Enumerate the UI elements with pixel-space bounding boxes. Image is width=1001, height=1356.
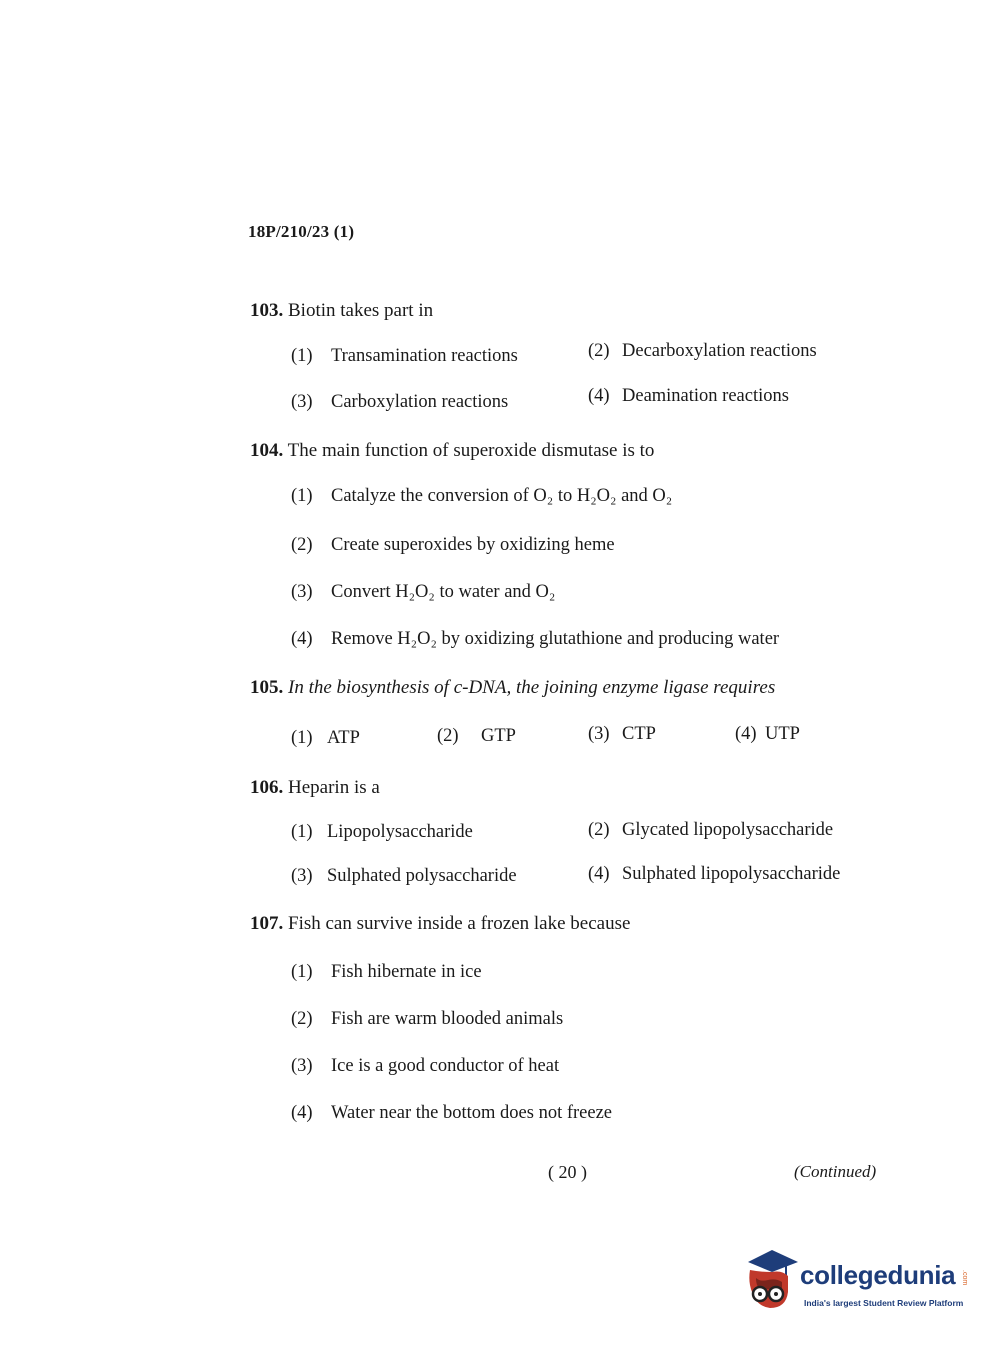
question-107 — [250, 913, 630, 935]
collegedunia-watermark — [742, 1248, 972, 1320]
question-number: 106. — [250, 777, 284, 798]
option-106-4: (4) Sulphated lipopolysaccharide — [588, 864, 841, 884]
option-107-1: (1) Fish hibernate in ice — [291, 962, 482, 982]
question-105 — [250, 677, 775, 699]
option-103-3: (3) Carboxylation reactions — [291, 392, 509, 412]
continued-label: (Continued) — [794, 1162, 877, 1181]
option-107-2: (2) Fish are warm blooded animals — [291, 1009, 564, 1029]
brand-name: collegedunia — [800, 1260, 956, 1290]
question-104 — [250, 440, 654, 462]
question-number: 107. — [250, 913, 284, 934]
question-106 — [250, 777, 380, 799]
option-103-2: (2) Decarboxylation reactions — [588, 341, 817, 361]
option-105-1: (1) ATP — [291, 728, 360, 748]
question-text: Heparin is a — [288, 777, 380, 798]
question-text: The main function of superoxide dismutase is to — [287, 440, 655, 461]
option-105-4: (4) UTP — [735, 724, 800, 744]
option-106-1: (1) Lipopolysaccharide — [291, 822, 473, 842]
question-text: In the biosynthesis of c-DNA, the joining enzyme ligase requires — [288, 677, 776, 698]
question-number: 103. — [250, 300, 284, 321]
brand-domain: .com — [961, 1270, 968, 1286]
option-106-3: (3) Sulphated polysaccharide — [291, 866, 517, 886]
option-107-3: (3) Ice is a good conductor of heat — [291, 1056, 560, 1076]
question-number: 104. — [250, 440, 284, 461]
option-104-4: (4) Remove H₂O₂ by oxidizing glutathione and producing water — [291, 629, 780, 649]
paper-code: 18P/210/23 (1) — [248, 222, 355, 241]
option-106-2: (2) Glycated lipopolysaccharide — [588, 820, 834, 840]
page-number: ( 20 ) — [548, 1162, 587, 1182]
brand-tagline: India's largest Student Review Platform — [804, 1298, 964, 1308]
option-104-2: (2) Create superoxides by oxidizing heme — [291, 535, 615, 555]
option-104-1: (1) Catalyze the conversion of O₂ to H₂O₂ and O₂ — [291, 486, 673, 506]
question-text: Fish can survive inside a frozen lake because — [288, 913, 631, 934]
option-105-3: (3) CTP — [588, 724, 656, 744]
question-number: 105. — [250, 677, 284, 698]
option-104-3: (3) Convert H₂O₂ to water and O₂ — [291, 582, 556, 602]
option-103-1: (1) Transamination reactions — [291, 346, 518, 366]
question-text: Biotin takes part in — [288, 300, 434, 321]
option-107-4: (4) Water near the bottom does not freeze — [291, 1103, 613, 1123]
option-103-4: (4) Deamination reactions — [588, 386, 789, 406]
option-105-2: (2) GTP — [437, 726, 516, 746]
mascot-icon — [742, 1248, 800, 1312]
question-103 — [250, 300, 433, 322]
